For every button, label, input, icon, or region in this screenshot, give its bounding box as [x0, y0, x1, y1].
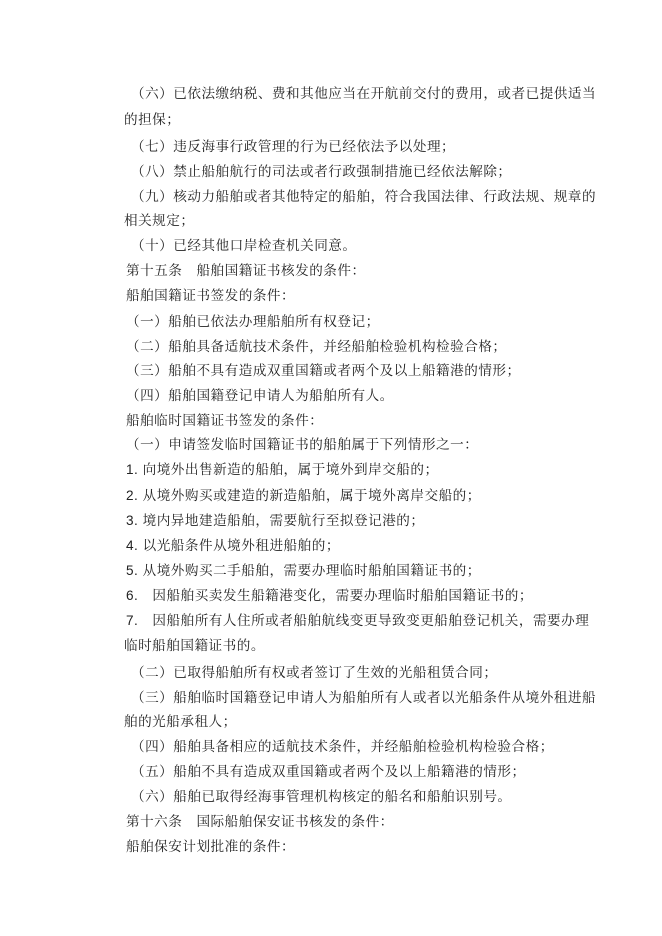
paragraph-line: （一）申请签发临时国籍证书的船舶属于下列情形之一： — [126, 437, 479, 453]
list-item: 3. 境内异地建造船舶，需要航行至拟登记港的； — [126, 513, 425, 528]
paragraph-line: 的担保； — [124, 112, 181, 128]
article-heading: 第十五条 船舶国籍证书核发的条件： — [126, 263, 366, 279]
section-heading: 船舶保安计划批准的条件： — [126, 839, 296, 855]
paragraph-line: （四）船舶具备相应的适航技术条件，并经船舶检验机构检验合格； — [131, 739, 554, 755]
paragraph-line: （二）已取得船舶所有权或者签订了生效的光船租赁合同； — [131, 665, 498, 681]
list-item: 1. 向境外出售新造的船舶，属于境外到岸交船的； — [126, 462, 439, 477]
paragraph-line: （三）船舶临时国籍登记申请人为船舶所有人或者以光船条件从境外租进船 — [131, 690, 597, 706]
list-item-continuation: 临时船舶国籍证书的。 — [124, 638, 265, 654]
paragraph-line: （二）船舶具备适航技术条件，并经船舶检验机构检验合格； — [126, 339, 507, 355]
list-item: 4. 以光船条件从境外租进船舶的； — [126, 538, 340, 553]
section-heading: 船舶国籍证书签发的条件： — [126, 288, 296, 304]
article-heading: 第十六条 国际船舶保安证书核发的条件： — [126, 814, 394, 830]
paragraph-line: （七）违反海事行政管理的行为已经依法予以处理； — [131, 139, 456, 155]
list-item: 7. 因船舶所有人住所或者船舶航线变更导致变更船舶登记机关，需要办理 — [126, 613, 590, 628]
paragraph-line: 相关规定； — [124, 213, 195, 229]
section-heading: 船舶临时国籍证书签发的条件： — [126, 413, 324, 429]
paragraph-line: （五）船舶不具有造成双重国籍或者两个及以上船籍港的情形； — [131, 764, 526, 780]
list-item: 2. 从境外购买或建造的新造船舶，属于境外离岸交船的； — [126, 488, 481, 503]
paragraph-line: （四）船舶国籍登记申请人为船舶所有人。 — [126, 388, 394, 404]
list-item: 5. 从境外购买二手船舶，需要办理临时船舶国籍证书的； — [126, 563, 481, 578]
paragraph-line: （九）核动力船舶或者其他特定的船舶，符合我国法律、行政法规、规章的 — [131, 189, 597, 205]
paragraph-line: （三）船舶不具有造成双重国籍或者两个及以上船籍港的情形； — [126, 363, 521, 379]
paragraph-line: （十）已经其他口岸检查机关同意。 — [131, 238, 357, 254]
paragraph-line: 舶的光船承租人； — [124, 714, 237, 730]
paragraph-line: （六）船舶已取得经海事管理机构核定的船名和船舶识别号。 — [131, 789, 512, 805]
paragraph-line: （一）船舶已依法办理船舶所有权登记； — [126, 314, 380, 330]
list-item: 6. 因船舶买卖发生船籍港变化，需要办理临时船舶国籍证书的； — [126, 588, 533, 603]
paragraph-line: （六）已依法缴纳税、费和其他应当在开航前交付的费用，或者已提供适当 — [131, 86, 597, 102]
paragraph-line: （八）禁止船舶航行的司法或者行政强制措施已经依法解除； — [131, 164, 512, 180]
